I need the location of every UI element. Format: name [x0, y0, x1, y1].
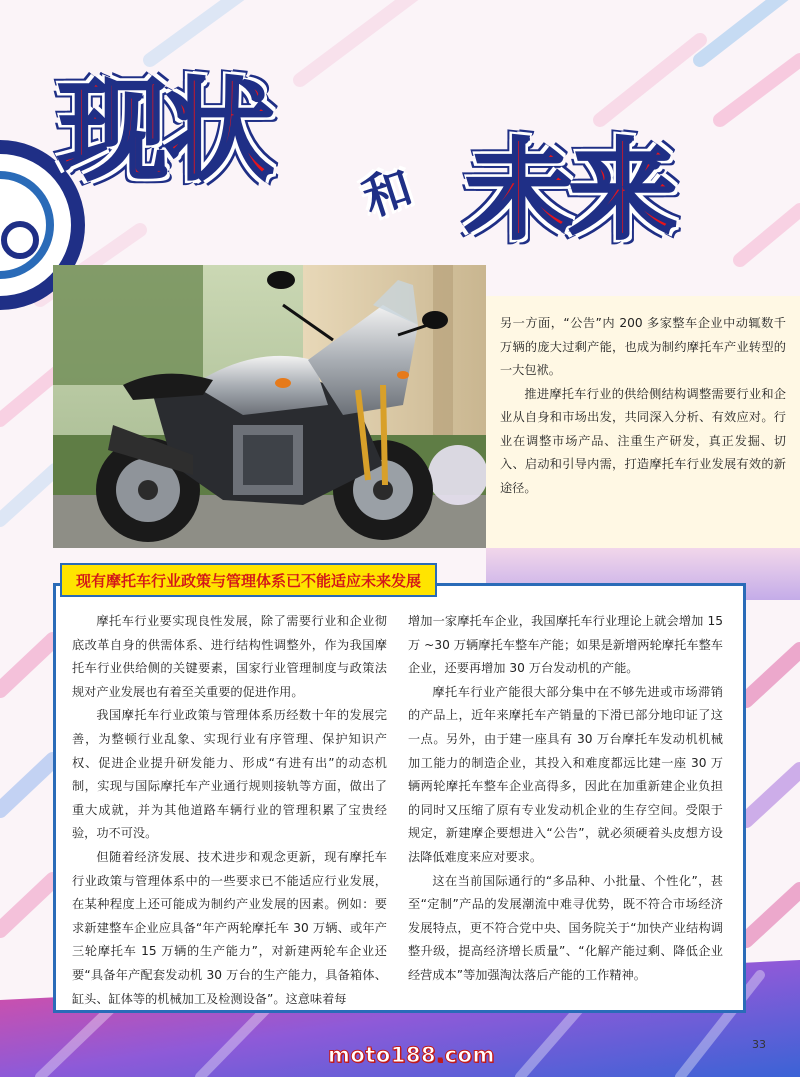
site-watermark: [328, 1043, 495, 1067]
title-future: 未来: [465, 129, 674, 254]
watermark-domain: com: [444, 1043, 495, 1067]
watermark-dot: .: [436, 1043, 445, 1067]
watermark-name: moto188: [328, 1043, 437, 1067]
title-and: 和: [356, 160, 416, 228]
intro-box: [486, 296, 800, 548]
article-paragraph: 但随着经济发展、技术进步和观念更新，现有摩托车行业政策与管理体系中的一些要求已不能适应行业发展，在某种程度上还可能成为制约产业发展的因素。例如：要求新建整车企业应具备“年产两轮摩托车 30 万辆、或年产三轮摩托车 15 万辆的生产能力”，对新建两轮车企业还要“具备年产配套发动机 30 万台的生产能力，具备箱体、缸头、缸体等的机械加工及检测设备”。这意味着每: [72, 849, 387, 1006]
article-paragraph: 我国摩托车行业政策与管理体系历经数十年的发展完善，为整顿行业乱象、实现行业有序管理、保护知识产权、促进企业提升研发能力、形成“有进有出”的动态机制，实现与国际摩托车产业通行规则接轨等方面，做出了重大成就，并为其他道路车辆行业的管理积累了宝贵经验，功不可没。: [72, 708, 387, 841]
article-paragraph: 增加一家摩托车企业，我国摩托车行业理论上就会增加 15 万 ~30 万辆摩托车整车产能；如果是新增两轮摩托车整车企业，还要再增加 30 万台发动机的产能。: [408, 614, 723, 676]
intro-paragraph: 推进摩托车行业的供给侧结构调整需要行业和企业从自身和市场出发，共同深入分析、有效应对。行业在调整市场产品、注重生产研发，真正发掘、切入、启动和引导内需，打造摩托车行业发展有效的新途径。: [500, 386, 786, 495]
intro-paragraph: 另一方面，“公告”内 200 多家整车企业中动辄数千万辆的庞大过剩产能，也成为制约摩托车产业转型的一大包袱。: [500, 316, 786, 377]
title-present: 现状: [58, 67, 270, 195]
article-paragraph: 摩托车行业产能很大部分集中在不够先进或市场滞销的产品上，近年来摩托车产销量的下滑已部分地印证了这一点。另外，由于建一座具有 30 万台摩托车发动机机械加工能力的制造企业，其投入和难度都远比建一座 30 万辆两轮摩托车整车企业高得多，因此在加重新建企业负担的同时又压缩了原有专业发动机企业的生存空间。受限于规定，新建摩企要想进入“公告”，就必须硬着头皮想方设法降低难度来应对要求。: [408, 684, 723, 864]
page-number: 33: [752, 1038, 766, 1051]
motorcycle-photo: [53, 265, 486, 548]
article-body: [53, 583, 746, 1013]
article-paragraph: 这在当前国际通行的“多品种、小批量、个性化”，甚至“定制”产品的发展潮流中难寻优势，既不符合市场经济发展特点，更不符合党中央、国务院关于“加快产业结构调整升级，提高经济增长质量”、“化解产能过剩、降低企业经营成本”等加强淘汰落后产能的工作精神。: [408, 873, 723, 982]
article-paragraph: 摩托车行业要实现良性发展，除了需要行业和企业彻底改革自身的供需体系、进行结构性调整外，作为我国摩托车行业供给侧的关键要素，国家行业管理制度与政策法规对产业发展也有着至关重要的促进作用。: [72, 614, 387, 699]
article-column-right: [408, 610, 723, 988]
article-column-left: [72, 610, 387, 1011]
section-heading: 现有摩托车行业政策与管理体系已不能适应未来发展: [60, 563, 437, 597]
